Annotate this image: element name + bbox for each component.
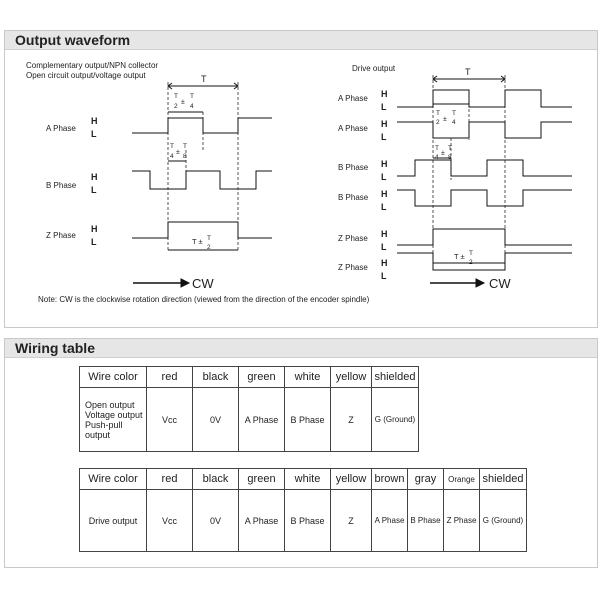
level-high: H — [381, 229, 388, 239]
row-label-b-phase: B Phase — [338, 193, 369, 202]
row-label-line: Voltage output — [85, 409, 143, 420]
row-label-a-phase: A Phase — [338, 124, 368, 133]
level-high: H — [91, 172, 98, 182]
plus-minus: ± — [443, 116, 447, 123]
level-low: L — [91, 237, 97, 247]
table-cell: G (Ground) — [480, 490, 527, 552]
level-low: L — [381, 202, 387, 212]
table-cell: A Phase — [239, 490, 285, 552]
z-phase-waveform — [132, 222, 272, 238]
z-dimension-label: T ± — [454, 252, 465, 261]
header-cell: Orange — [444, 469, 480, 490]
waveform-note: Note: CW is the clockwise rotation direction (viewed from the direction of the encoder spindle) — [38, 295, 370, 304]
header-cell: yellow — [331, 469, 372, 490]
header-cell: white — [285, 367, 331, 388]
header-cell: green — [239, 469, 285, 490]
table-cell: A Phase — [239, 388, 285, 452]
level-high: H — [381, 159, 388, 169]
table-cell: Z — [331, 490, 372, 552]
row-label-a-phase: A Phase — [46, 124, 76, 133]
fraction-numerator: T — [170, 143, 174, 150]
row-label-cell: Drive output — [80, 490, 147, 552]
fraction-numerator: T — [469, 250, 473, 257]
left-caption-1: Complementary output/NPN collector — [26, 61, 159, 70]
left-caption-2: Open circuit output/voltage output — [26, 71, 146, 80]
wiring-table-1 — [79, 366, 419, 452]
level-low: L — [381, 102, 387, 112]
row-label-z-phase: Z Phase — [338, 234, 368, 243]
table-cell: Vcc — [147, 490, 193, 552]
table-cell: Z Phase — [444, 490, 480, 552]
plus-minus: ± — [181, 99, 185, 106]
row-label-line: Push-pull output — [85, 419, 123, 440]
level-high: H — [91, 224, 98, 234]
table-cell: B Phase — [408, 490, 444, 552]
row-label-cell — [80, 388, 147, 452]
level-low: L — [91, 129, 97, 139]
z-phase-complement-waveform — [397, 253, 572, 270]
fraction-numerator: T — [190, 93, 194, 100]
section-title: Output waveform — [15, 32, 131, 48]
fraction-numerator: T — [183, 143, 187, 150]
header-cell: Wire color — [80, 367, 147, 388]
row-label-a-phase: A Phase — [338, 94, 368, 103]
header-cell: red — [147, 367, 193, 388]
table-cell: Vcc — [147, 388, 193, 452]
fraction-denominator: 8 — [183, 153, 187, 160]
cw-arrow-head — [476, 279, 484, 287]
a-phase-waveform — [132, 118, 272, 133]
row-label-b-phase: B Phase — [46, 181, 77, 190]
fraction-numerator: T — [435, 145, 439, 152]
row-label-line: Open output — [85, 399, 135, 410]
level-low: L — [381, 172, 387, 182]
table-cell: 0V — [193, 490, 239, 552]
fraction-denominator: 2 — [174, 103, 178, 110]
header-cell: Wire color — [80, 469, 147, 490]
table-header-row — [80, 367, 419, 388]
fraction-denominator: 2 — [207, 244, 211, 251]
header-cell: shielded — [480, 469, 527, 490]
cw-label: CW — [489, 276, 511, 291]
table-cell: G (Ground) — [372, 388, 419, 452]
row-label-z-phase: Z Phase — [338, 263, 368, 272]
a-phase-waveform — [397, 90, 572, 107]
right-caption: Drive output — [352, 64, 396, 73]
level-high: H — [381, 119, 388, 129]
b-phase-complement-waveform — [397, 190, 572, 206]
level-high: H — [381, 258, 388, 268]
header-cell: green — [239, 367, 285, 388]
level-low: L — [381, 242, 387, 252]
level-low: L — [91, 185, 97, 195]
table-row — [80, 490, 527, 552]
table-cell: A Phase — [372, 490, 408, 552]
header-cell: black — [193, 469, 239, 490]
fraction-denominator: 2 — [436, 119, 440, 126]
a-phase-complement-waveform — [397, 122, 572, 138]
level-low: L — [381, 132, 387, 142]
table-cell: Z — [331, 388, 372, 452]
fraction-numerator: T — [452, 110, 456, 117]
cw-label: CW — [192, 276, 214, 291]
table-cell: 0V — [193, 388, 239, 452]
z-phase-waveform — [397, 229, 572, 245]
fraction-denominator: 4 — [170, 153, 174, 160]
section-title: Wiring table — [15, 340, 95, 356]
section-header — [5, 339, 597, 358]
table-header-row — [80, 469, 527, 490]
plus-minus: ± — [176, 149, 180, 156]
fraction-denominator: 2 — [469, 259, 473, 266]
b-phase-waveform — [132, 171, 272, 189]
z-dimension-label: T ± — [192, 237, 203, 246]
fraction-numerator: T — [448, 145, 452, 152]
fraction-denominator: 4 — [452, 119, 456, 126]
fraction-numerator: T — [174, 93, 178, 100]
wiring-table-2 — [79, 468, 527, 552]
fraction-numerator: T — [207, 235, 211, 242]
fraction-denominator: 8 — [448, 154, 452, 161]
fraction-denominator: 4 — [190, 103, 194, 110]
level-high: H — [381, 189, 388, 199]
row-label-b-phase: B Phase — [338, 163, 369, 172]
level-high: H — [91, 116, 98, 126]
table-row — [80, 388, 419, 452]
plus-minus: ± — [441, 150, 445, 157]
level-high: H — [381, 89, 388, 99]
header-cell: black — [193, 367, 239, 388]
header-cell: brown — [372, 469, 408, 490]
b-phase-waveform — [397, 160, 572, 176]
period-label: T — [465, 67, 471, 77]
header-cell: gray — [408, 469, 444, 490]
header-cell: yellow — [331, 367, 372, 388]
fraction-numerator: T — [436, 110, 440, 117]
fraction-denominator: 4 — [435, 154, 439, 161]
header-cell: red — [147, 469, 193, 490]
table-cell: B Phase — [285, 388, 331, 452]
period-label: T — [201, 74, 207, 84]
header-cell: shielded — [372, 367, 419, 388]
row-label-z-phase: Z Phase — [46, 231, 76, 240]
cw-arrow-head — [181, 279, 189, 287]
level-low: L — [381, 271, 387, 281]
table-cell: B Phase — [285, 490, 331, 552]
header-cell: white — [285, 469, 331, 490]
